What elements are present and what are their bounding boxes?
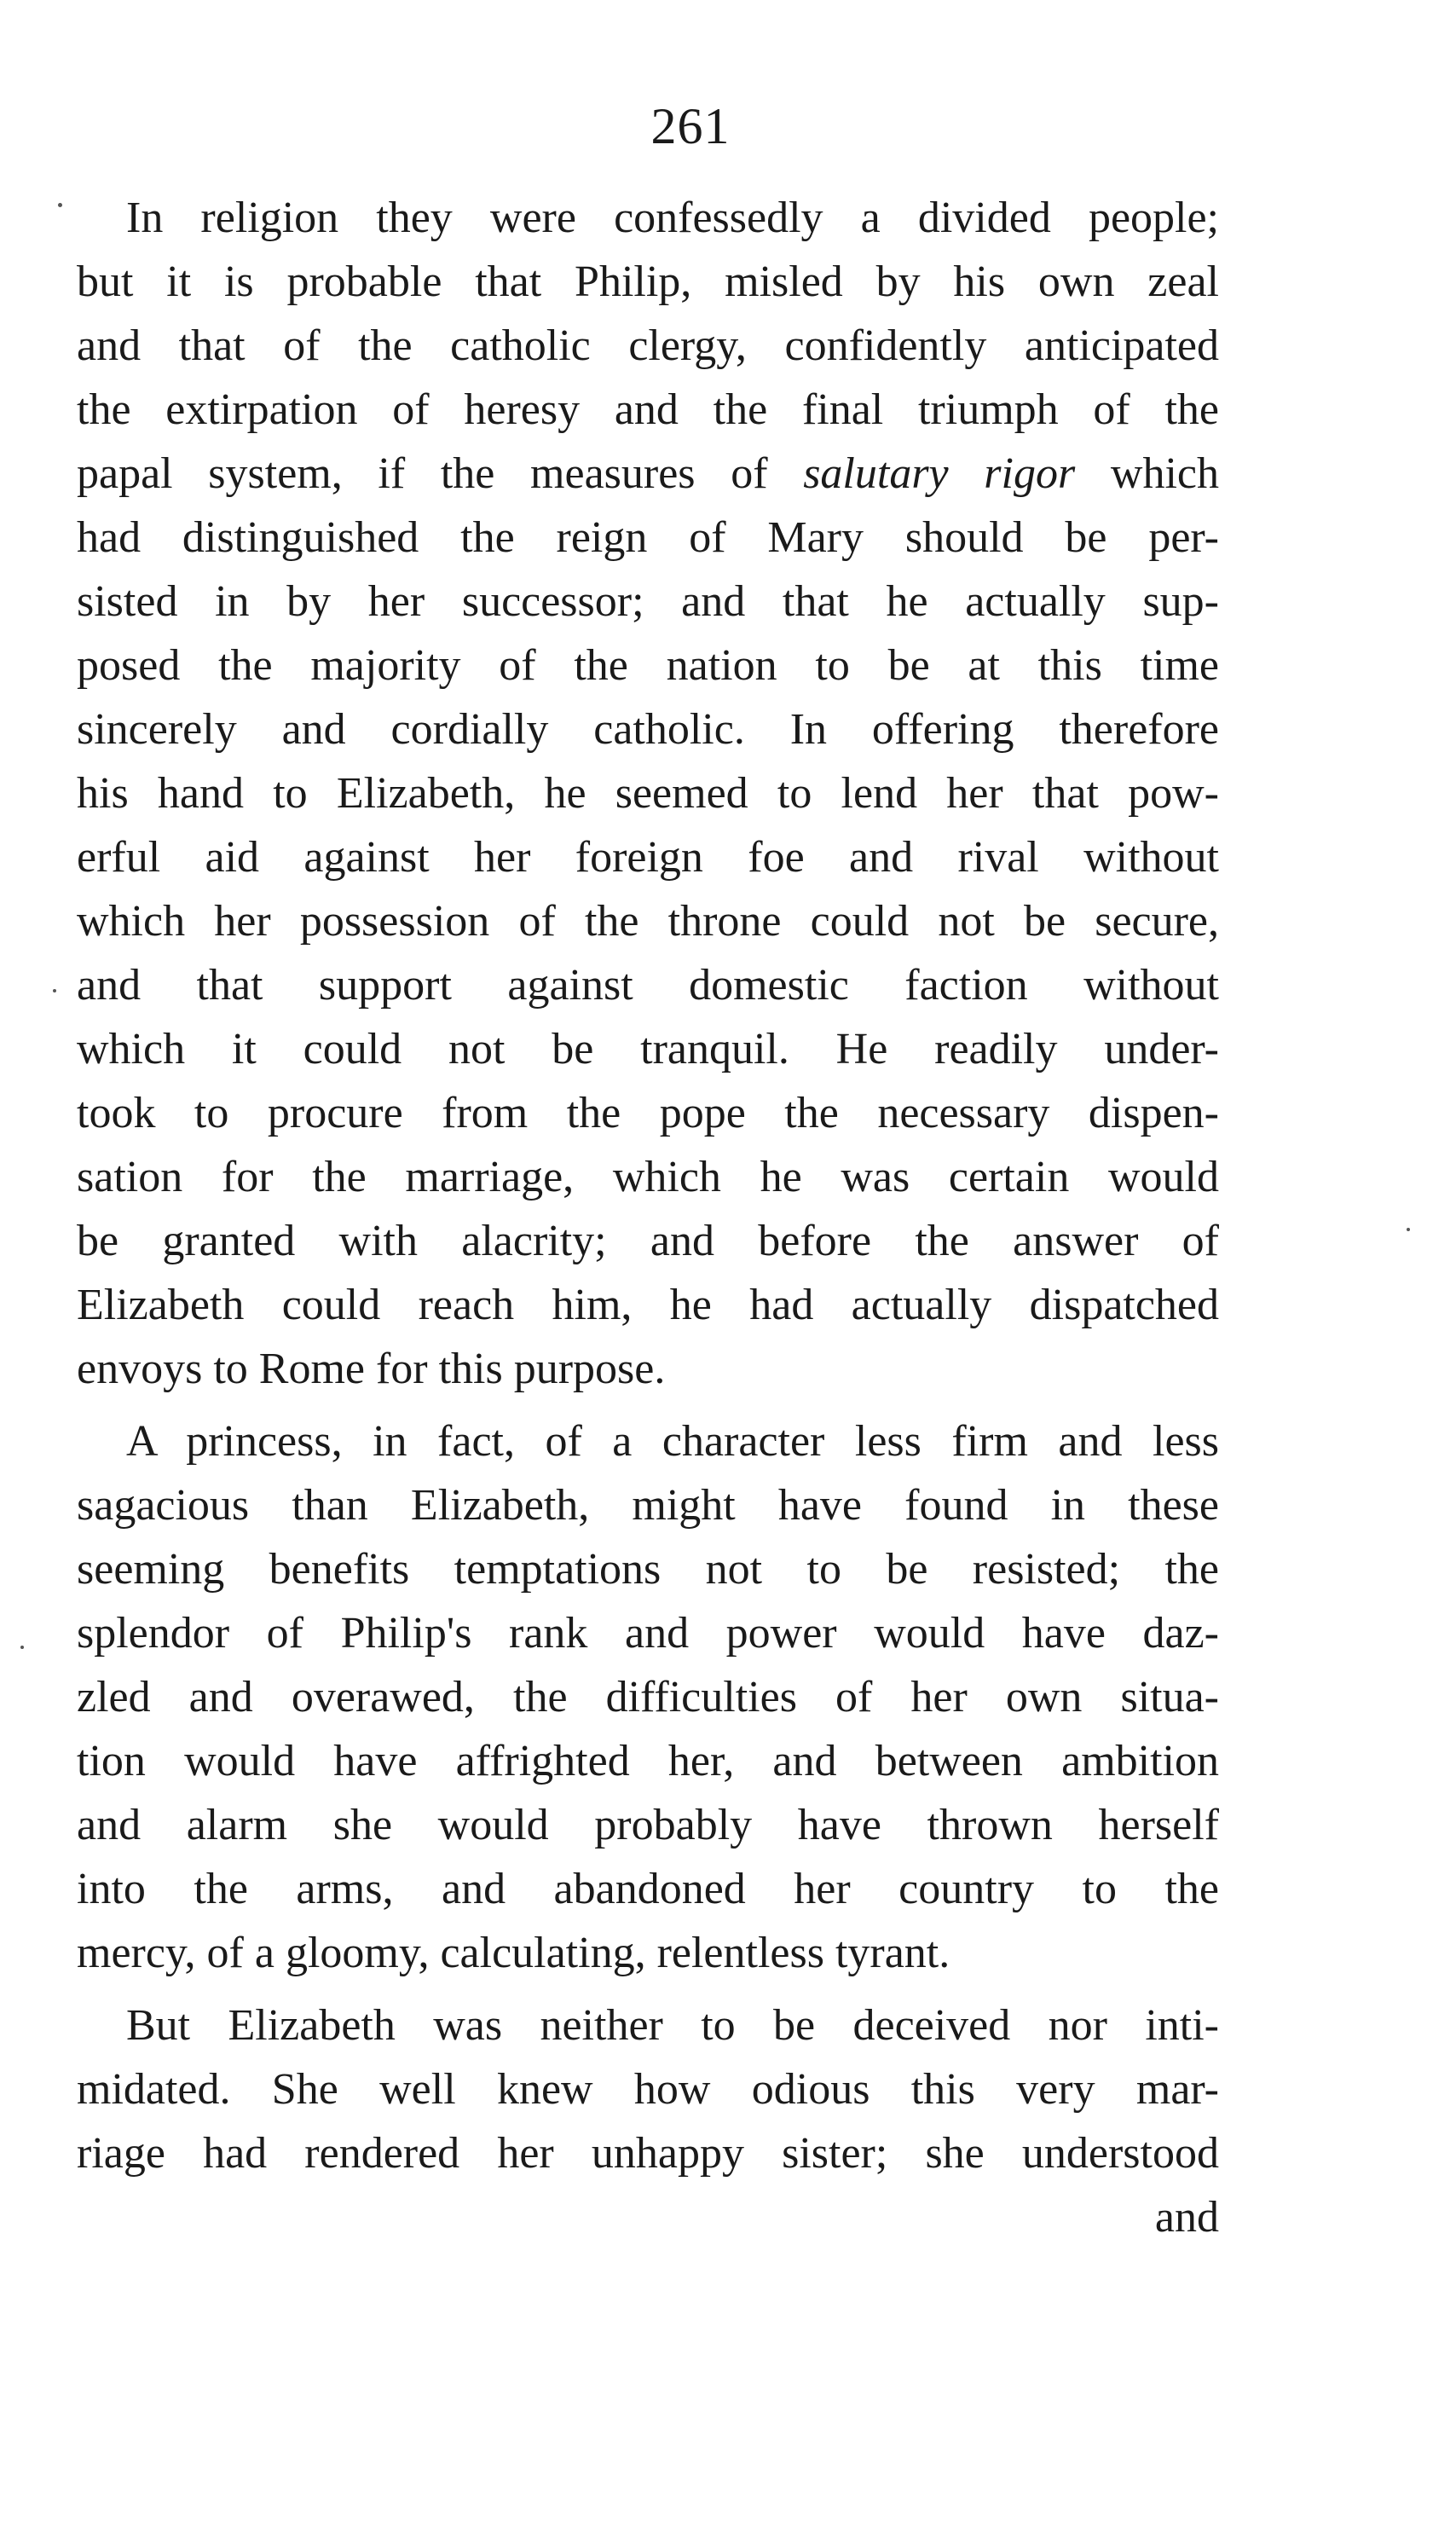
text-line: midated. She well knew how odious this very mar-	[77, 2065, 1219, 2114]
text-line: seeming benefits temptations not to be resisted; the	[77, 1545, 1219, 1594]
text-line: which it could not be tranquil. He readily under-	[77, 1025, 1219, 1073]
text-line: Elizabeth could reach him, he had actually dispatched	[77, 1281, 1219, 1329]
text-line: erful aid against her foreign foe and rival without	[77, 833, 1219, 882]
text-line: which her possession of the throne could not be secure,	[77, 897, 1219, 946]
text-line: and alarm she would probably have thrown herself	[77, 1801, 1219, 1849]
text-line	[77, 442, 1219, 506]
text-line: splendor of Philip's rank and power would have daz-	[77, 1609, 1219, 1658]
body-text	[77, 186, 1219, 2249]
text-line: be granted with alacrity; and before the answer of	[77, 1217, 1219, 1265]
text-line: sation for the marriage, which he was certain would	[77, 1153, 1219, 1201]
text-line: and that of the catholic clergy, confidently anticipated	[77, 321, 1219, 370]
page-number: 261	[650, 98, 731, 154]
text-run: which	[1075, 449, 1219, 498]
text-line: sincerely and cordially catholic. In offering therefore	[77, 705, 1219, 754]
scan-speck	[1407, 1228, 1410, 1231]
text-line: had distinguished the reign of Mary should be per-	[77, 513, 1219, 562]
paragraph-1	[77, 186, 1219, 1401]
text-run: papal system, if the measures of	[77, 449, 804, 498]
text-line: sisted in by her successor; and that he actually sup-	[77, 577, 1219, 626]
text-line: But Elizabeth was neither to be deceived nor inti-	[126, 2001, 1219, 2050]
text-line: sagacious than Elizabeth, might have found in these	[77, 1481, 1219, 1530]
text-line: into the arms, and abandoned her country to the	[77, 1865, 1219, 1913]
text-line: A princess, in fact, of a character less firm and less	[126, 1417, 1219, 1466]
text-line: took to procure from the pope the necessary dispen-	[77, 1089, 1219, 1137]
text-line: In religion they were confessedly a divided people;	[126, 194, 1219, 242]
text-line: and that support against domestic faction without	[77, 961, 1219, 1010]
text-line: posed the majority of the nation to be at this time	[77, 641, 1219, 690]
text-line: mercy, of a gloomy, calculating, relentless tyrant.	[77, 1929, 950, 1977]
scan-speck	[20, 1646, 24, 1649]
scan-speck	[58, 203, 62, 207]
italic-phrase: salutary rigor	[803, 449, 1076, 498]
text-line: his hand to Elizabeth, he seemed to lend her that pow-	[77, 769, 1219, 818]
catchword: and	[1154, 2193, 1219, 2242]
scan-speck	[53, 989, 56, 992]
text-line: riage had rendered her unhappy sister; she understood	[77, 2129, 1219, 2178]
paragraph-3	[77, 1993, 1219, 2185]
text-line: the extirpation of heresy and the final triumph of the	[77, 385, 1219, 434]
text-line: tion would have affrighted her, and between ambition	[77, 1737, 1219, 1785]
paragraph-2	[77, 1409, 1219, 1985]
text-line: envoys to Rome for this purpose.	[77, 1345, 666, 1393]
text-line: but it is probable that Philip, misled by his own zeal	[77, 257, 1219, 306]
text-line: zled and overawed, the difficulties of her own situa-	[77, 1673, 1219, 1721]
